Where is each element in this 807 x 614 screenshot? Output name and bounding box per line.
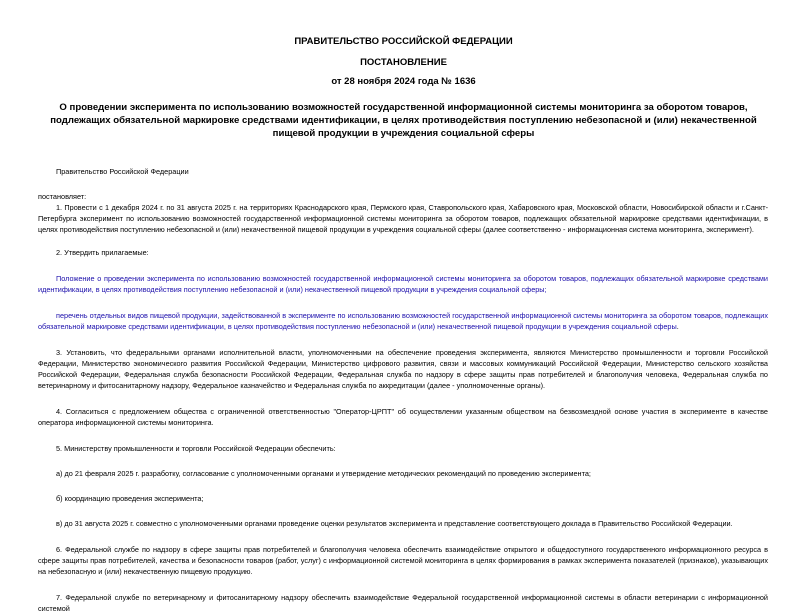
paragraph-5b: б) координацию проведения эксперимента; <box>56 494 204 503</box>
paragraph-6: 6. Федеральной службе по надзору в сфере защиты прав потребителей и благополучия человека обеспечить взаимодействие открытого и общедоступного государственного информационного ресурса в сфере защиты прав потребителей, качества и безопасности товаров (работ, услуг) с информационной системой мониторинга в целях формирования в рамках эксперимента показателей (признаков), указывающих на небезопасную и (или) некачественную пищевую продукцию. <box>38 545 768 576</box>
paragraph-2b-end: . <box>676 322 679 331</box>
government-heading: ПРАВИТЕЛЬСТВО РОССИЙСКОЙ ФЕДЕРАЦИИ <box>294 36 513 47</box>
link-regulation[interactable]: Положение о проведении эксперимента по использованию возможностей государственной информационной системы мониторинга за оборотом товаров, подлежащих обязательной маркировке средствами идентификации, в целях противодействия поступлению небезопасной и (или) некачественной пищевой продукции в учреждения социальной сферы; <box>38 274 768 294</box>
paragraph-2b <box>38 310 768 332</box>
paragraph-3: 3. Установить, что федеральными органами исполнительной власти, уполномоченными на обеспечение проведения эксперимента, являются Министерство промышленности и торговли Российской Федерации, Министерство экономического развития Российской Федерации, Министерство цифрового развития, связи и массовых коммуникаций Российской Федерации, Министерство сельского хозяйства Российской Федерации, Федеральная служба безопасности Российской Федерации, Федеральная служба по надзору в сфере защиты прав потребителей и благополучия человека, Федеральная служба по ветеринарному и фитосанитарному надзору, Федеральное казначейство и Федеральная служба по аккредитации (далее - уполномоченные органы). <box>38 348 768 390</box>
document-title: О проведении эксперимента по использованию возможностей государственной информационной системы мониторинга за оборотом товаров, подлежащих обязательной маркировке средствами идентификации, в целях противодействия поступлению небезопасной и (или) некачественной пищевой продукции в учреждения социальной сферы <box>50 102 757 139</box>
paragraph-5: 5. Министерству промышленности и торговли Российской Федерации обеспечить: <box>56 444 336 453</box>
paragraph-gov-name: Правительство Российской Федерации <box>56 167 189 176</box>
paragraph-1: 1. Провести с 1 декабря 2024 г. по 31 августа 2025 г. на территориях Краснодарского края, Пермского края, Ставропольского края, Хабаровского края, Московской области, Новосибирской области и г.Санкт-Петербурга эксперимент по использованию возможностей государственной информационной системы мониторинга за оборотом товаров, подлежащих обязательной маркировке средствами идентификации, в целях противодействия поступлению небезопасной и (или) некачественной пищевой продукции в учреждения социальной сферы (далее соответственно - информационная система мониторинга, эксперимент). <box>38 203 768 234</box>
paragraph-4: 4. Согласиться с предложением общества с ограниченной ответственностью "Оператор-ЦРПТ" об осуществлении указанным обществом на безвозмездной основе участия в эксперименте в качестве оператора информационной системы мониторинга. <box>38 407 768 427</box>
paragraph-2: 2. Утвердить прилагаемые: <box>56 248 149 257</box>
document-type: ПОСТАНОВЛЕНИЕ <box>360 57 447 68</box>
document-date-number: от 28 ноября 2024 года № 1636 <box>331 76 476 87</box>
paragraph-5c: в) до 31 августа 2025 г. совместно с уполномоченными органами проведение оценки результатов эксперимента и представление соответствующего доклада в Правительство Российской Федерации. <box>56 519 733 528</box>
paragraph-decree: постановляет: <box>38 192 87 201</box>
document-body <box>38 166 768 614</box>
paragraph-5a: а) до 21 февраля 2025 г. разработку, согласование с уполномоченными органами и утверждение методических рекомендаций по проведению эксперимента; <box>56 469 591 478</box>
paragraph-7: 7. Федеральной службе по ветеринарному и фитосанитарному надзору обеспечить взаимодействие Федеральной государственной информационной системы в области ветеринарии с информационной системой <box>38 593 768 613</box>
link-food-list[interactable]: перечень отдельных видов пищевой продукции, задействованной в эксперименте по использованию возможностей государственной информационной системы мониторинга за оборотом товаров, подлежащих обязательной маркировке средствами идентификации, в целях противодействия поступлению небезопасной и (или) некачественной пищевой продукции в учреждения социальной сферы <box>38 311 768 331</box>
